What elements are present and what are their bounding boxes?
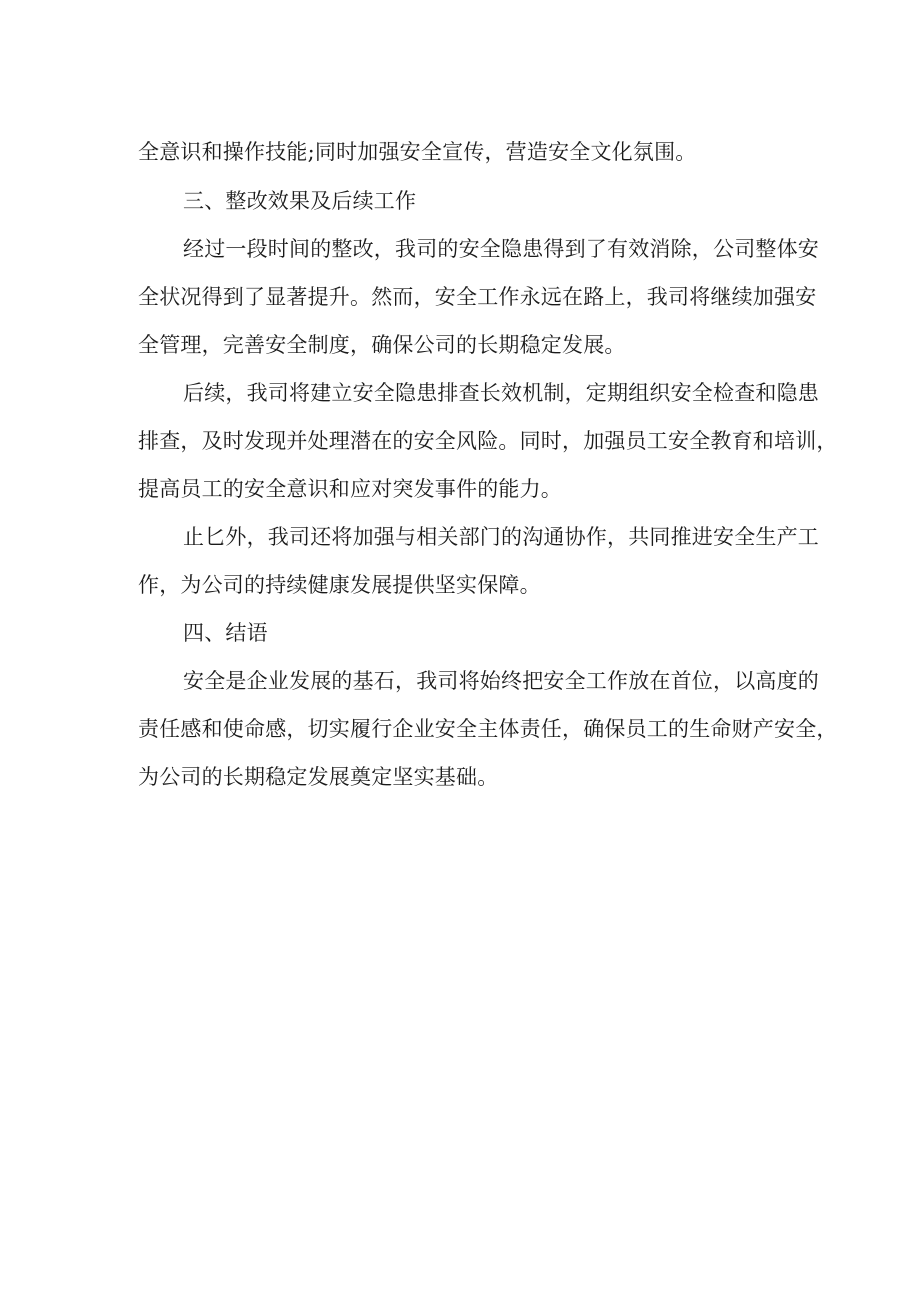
body-text-line: 全意识和操作技能;同时加强安全宣传，营造安全文化氛围。 bbox=[138, 140, 697, 164]
paragraph-first-line: 安全是企业发展的基石，我司将始终把安全工作放在首位，以高度的 bbox=[183, 669, 819, 693]
paragraph-first-line: 后续，我司将建立安全隐患排查长效机制，定期组织安全检查和隐患 bbox=[183, 381, 819, 405]
body-text-line: 作，为公司的持续健康发展提供坚实保障。 bbox=[138, 573, 541, 597]
paragraph-first-line: 经过一段时间的整改，我司的安全隐患得到了有效消除，公司整体安 bbox=[183, 237, 819, 261]
body-text-line: 全状况得到了显著提升。然而，安全工作永远在路上，我司将继续加强安 bbox=[138, 285, 817, 309]
body-text-line: 为公司的长期稳定发展奠定坚实基础。 bbox=[138, 765, 499, 789]
body-text-line: 全管理，完善安全制度，确保公司的长期稳定发展。 bbox=[138, 333, 626, 357]
body-text-line: 提高员工的安全意识和应对突发事件的能力。 bbox=[138, 477, 562, 501]
section-heading: 四、结语 bbox=[183, 621, 268, 645]
paragraph-first-line: 止匕外，我司还将加强与相关部门的沟通协作，共同推进安全生产工 bbox=[183, 525, 819, 549]
section-heading: 三、整改效果及后续工作 bbox=[183, 189, 417, 213]
body-text-line: 责任感和使命感，切实履行企业安全主体责任，确保员工的生命财产安全， bbox=[138, 717, 838, 741]
body-text-line: 排查，及时发现并处理潜在的安全风险。同时，加强员工安全教育和培训， bbox=[138, 429, 838, 453]
